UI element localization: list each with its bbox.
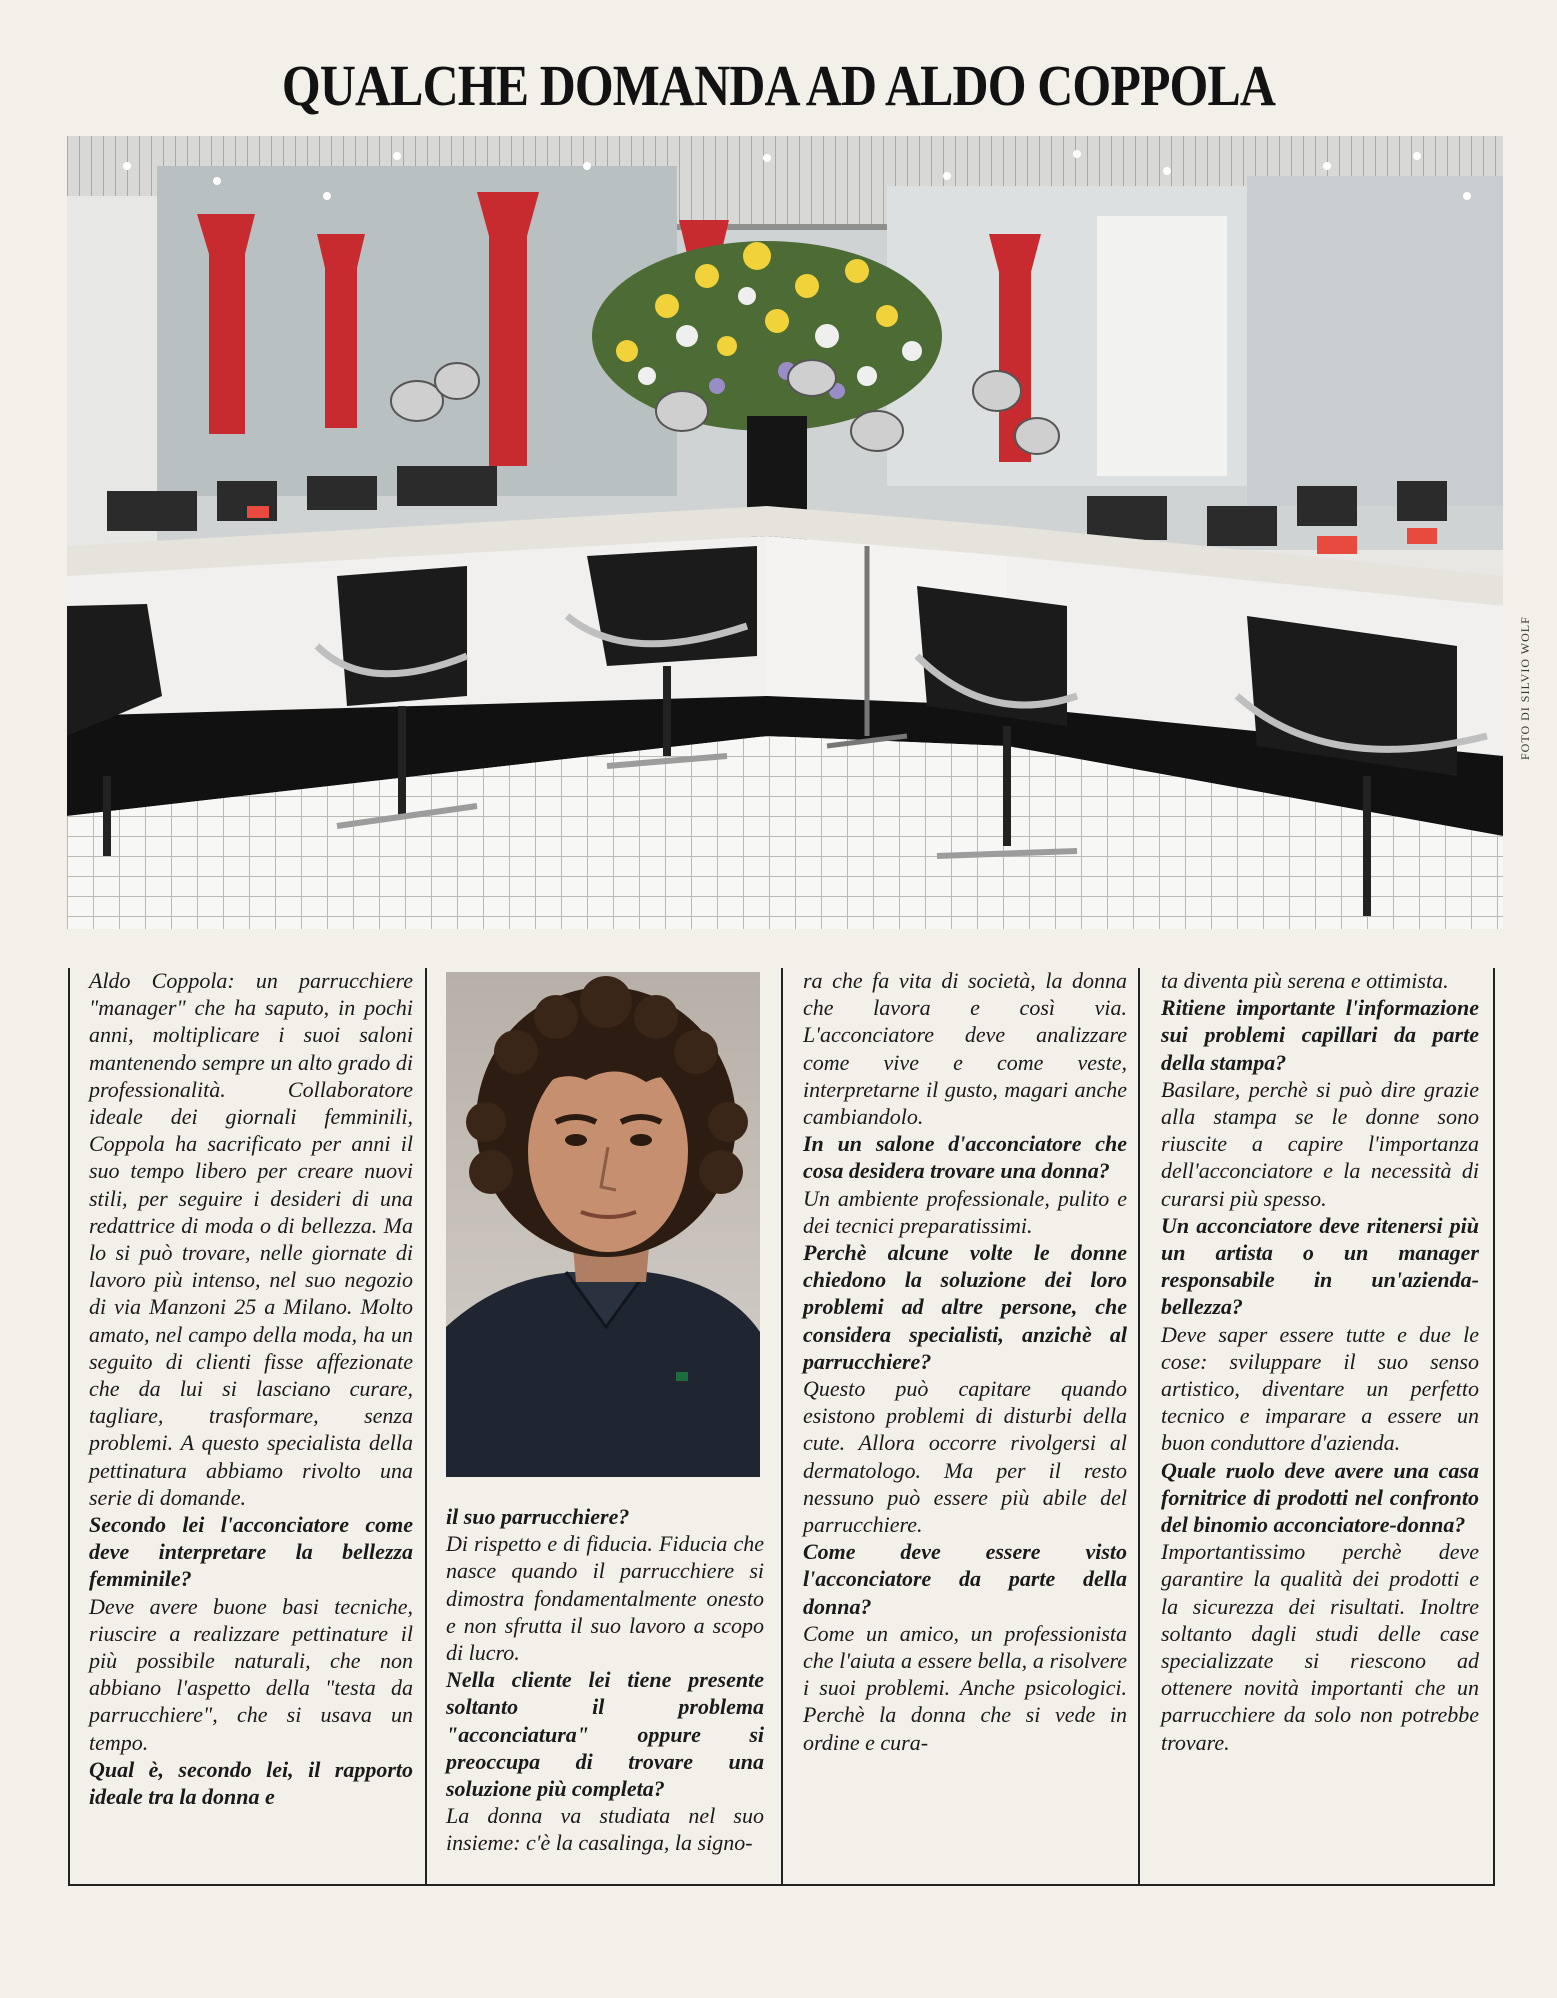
portrait-photo (446, 972, 760, 1477)
interview-question: Nella cliente lei tiene presente soltanto il problema "acconciatura" oppure si preoccupa di trovare una soluzione più completa? (446, 1667, 764, 1802)
interview-question: il suo parrucchiere? (446, 1504, 630, 1529)
interview-question: Ritiene importante l'informazione sui problemi capillari da parte della stampa? (1161, 995, 1479, 1075)
article-column-3 (803, 967, 1127, 1756)
interview-question: Quale ruolo deve avere una casa fornitrice di prodotti nel confronto del binomio acconciatore-donna? (1161, 1457, 1479, 1538)
article-paragraph: Deve avere buone basi tecniche, riuscire a realizzare pettinature il più possibile naturali, che non abbiano l'aspetto della "testa da parrucchiere", che si usava un tempo. (89, 1593, 413, 1755)
salon-illustration (67, 136, 1503, 929)
article-column-2 (446, 1503, 764, 1857)
column-rule (68, 968, 70, 1885)
column-rule (1138, 968, 1140, 1885)
photo-credit: FOTO DI SILVIO WOLF (1518, 616, 1532, 760)
article-column-1 (89, 967, 413, 1810)
interview-question: Qual è, secondo lei, il rapporto ideale tra la donna e (89, 1756, 413, 1810)
interview-question: Perchè alcune volte le donne chiedono la soluzione dei loro problemi ad altre persone, che considera specialisti, anzichè al parrucchiere? (803, 1240, 1127, 1374)
salon-photo (67, 136, 1503, 929)
interview-question: In un salone d'acconciatore che cosa desidera trovare una donna? (803, 1131, 1127, 1184)
portrait-illustration (446, 972, 760, 1477)
article-paragraph: La donna va studiata nel suo insieme: c'è la casalinga, la signo- (446, 1803, 764, 1856)
interview-question: Secondo lei l'acconciatore come deve interpretare la bellezza femminile? (89, 1512, 413, 1592)
article-column-4 (1161, 967, 1479, 1756)
article-paragraph: ta diventa più serena e ottimista. (1161, 968, 1449, 993)
article-paragraph: Deve saper essere tutte e due le cose: sviluppare il suo senso artistico, diventare un perfetto tecnico e imparare a essere un buon conduttore d'azienda. (1161, 1321, 1479, 1456)
article-paragraph: Aldo Coppola: un parrucchiere "manager" che ha saputo, in pochi anni, moltiplicare i suoi saloni mantenendo sempre un alto grado di professionalità. Collaboratore ideale dei giornali femminili, Coppola ha sacrificato per anni il suo tempo libero per creare nuovi stili, per seguire i desideri di una redattrice di moda o di bellezza. Ma lo si può trovare, nelle giornate di lavoro più intenso, nel suo negozio di via Manzoni 25 a Milano. Molto amato, nel campo della moda, ha un seguito di clienti fisse affezionate che da lui si lasciano curare, tagliare, trasformare, senza problemi. A questo specialista della pettinatura abbiamo rivolto una serie di domande. (89, 968, 413, 1510)
interview-question: Come deve essere visto l'acconciatore da parte della donna? (803, 1539, 1127, 1619)
article-paragraph: Basilare, perchè si può dire grazie alla stampa se le donne sono riuscite a capire l'importanza dell'acconciatore e la necessità di curarsi più spesso. (1161, 1076, 1479, 1211)
article-paragraph: Di rispetto e di fiducia. Fiducia che nasce quando il parrucchiere si dimostra fondamentalmente onesto e non sfrutta il suo lavoro a scopo di lucro. (446, 1531, 764, 1666)
article-paragraph: Importantissimo perchè deve garantire la qualità dei prodotti e la sicurezza dei risultati. Inoltre soltanto dagli studi delle case specializzate si riescono ad ottenere novità importanti che un parrucchiere da solo non potrebbe trovare. (1161, 1539, 1479, 1755)
article-paragraph: ra che fa vita di società, la donna che lavora e così via. L'acconciatore deve analizzare come vive e come veste, interpretarne il gusto, magari anche cambiandolo. (803, 968, 1127, 1130)
article-paragraph: Come un amico, un professionista che l'aiuta a essere bella, a risolvere i suoi problemi. Anche psicologici. Perchè la donna che si vede in ordine e cura- (803, 1620, 1127, 1755)
page-title: QUALCHE DOMANDA AD ALDO COPPOLA (281, 53, 1276, 118)
column-rule (425, 968, 427, 1885)
article-paragraph: Un ambiente professionale, pulito e dei tecnici preparatissimi. (803, 1185, 1127, 1238)
column-rule (781, 968, 783, 1885)
interview-question: Un acconciatore deve ritenersi più un artista o un manager responsabile in un'azienda-bellezza? (1161, 1212, 1479, 1320)
bottom-rule (68, 1884, 1495, 1886)
column-rule (1493, 968, 1495, 1885)
article-paragraph: Questo può capitare quando esistono problemi di disturbi della cute. Allora occorre rivolgersi al dermatologo. Ma per il resto nessuno può essere più abile del parrucchiere. (803, 1376, 1127, 1538)
